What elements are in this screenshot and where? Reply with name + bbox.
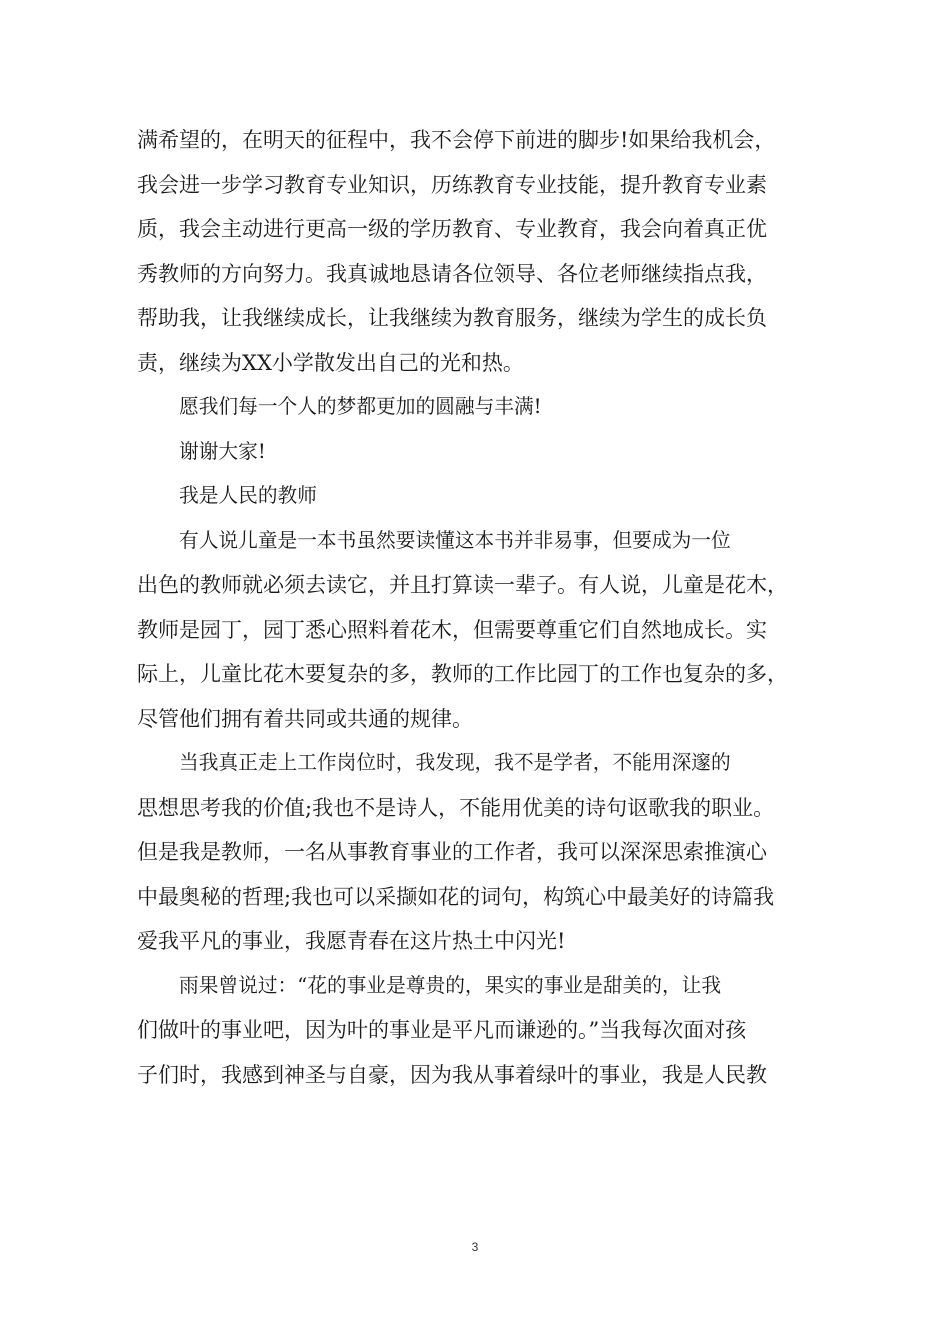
text-line: 谢谢大家! xyxy=(179,439,266,463)
text-line: 当我真正走上工作岗位时，我发现，我不是学者，不能用深邃的 xyxy=(179,751,731,774)
page-number: 3 xyxy=(471,1240,479,1254)
text-line: 秀教师的方向努力。我真诚地恳请各位领导、各位老师继续指点我， xyxy=(137,261,767,286)
text-line: 满希望的，在明天的征程中，我不会停下前进的脚步!如果给我机会， xyxy=(137,128,776,152)
paragraph-2 xyxy=(137,385,827,430)
text-line: 中最奥秘的哲理;我也可以采撷如花的词句，构筑心中最美好的诗篇我 xyxy=(137,884,775,909)
text-line: 子们时，我感到神圣与自豪，因为我从事着绿叶的事业，我是人民教 xyxy=(137,1062,767,1087)
text-line: 责，继续为XX小学散发出自己的光和热。 xyxy=(137,350,524,375)
text-line: 们做叶的事业吧，因为叶的事业是平凡而谦逊的。”当我每次面对孩 xyxy=(137,1018,747,1042)
text-line: 有人说儿童是一本书虽然要读懂这本书并非易事，但要成为一位 xyxy=(179,528,731,552)
text-line: 我会进一步学习教育专业知识，历练教育专业技能，提升教育专业素 xyxy=(137,172,767,197)
paragraph-1 xyxy=(137,118,827,385)
paragraph-5 xyxy=(137,519,827,742)
text-line: 愿我们每一个人的梦都更加的圆融与丰满! xyxy=(179,395,542,418)
text-line: 质，我会主动进行更高一级的学历教育、专业教育，我会向着真正优 xyxy=(137,217,767,241)
text-line: 雨果曾说过：“花的事业是尊贵的，果实的事业是甜美的，让我 xyxy=(179,973,722,997)
text-line: 际上，儿童比花木要复杂的多，教师的工作比园丁的工作也复杂的多， xyxy=(137,662,788,686)
text-line: 帮助我，让我继续成长，让我继续为教育服务，继续为学生的成长负 xyxy=(137,306,767,330)
paragraph-6 xyxy=(137,741,827,964)
text-line: 爱我平凡的事业，我愿青春在这片热土中闪光! xyxy=(137,929,566,953)
page-body xyxy=(137,118,827,1097)
text-line: 尽管他们拥有着共同或共通的规律。 xyxy=(137,706,473,731)
paragraph-3 xyxy=(137,430,827,475)
text-line: 思想思考我的价值;我也不是诗人，不能用优美的诗句讴歌我的职业。 xyxy=(137,795,775,820)
text-line: 教师是园丁，园丁悉心照料着花木，但需要尊重它们自然地成长。实 xyxy=(137,617,767,642)
text-line: 出色的教师就必须去读它，并且打算读一辈子。有人说，儿童是花木， xyxy=(137,573,788,597)
text-line: 我是人民的教师 xyxy=(179,484,317,507)
text-line: 但是我是教师，一名从事教育事业的工作者，我可以深深思索推演心 xyxy=(137,840,767,864)
paragraph-7 xyxy=(137,964,827,1098)
section-title xyxy=(137,474,827,519)
